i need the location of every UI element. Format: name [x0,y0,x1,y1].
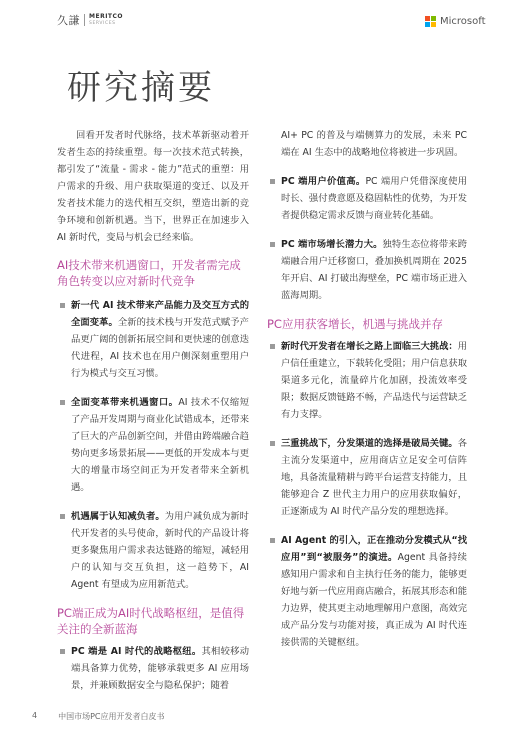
pc-hub-continuation: AI+ PC 的普及与端侧算力的发展，未来 PC 端在 AI 生态中的战略地位将被进一步巩固。 [281,130,467,158]
left-column [57,127,249,694]
section-heading-growth-challenges: PC应用获客增长，机遇与挑战并存 [267,317,443,331]
meritco-logo [57,12,123,28]
bullet-pc-strategic-hub: PC 端是 AI 时代的战略枢纽。其相较移动端具备算力优势，能够承载更多 AI 应用场景，并兼顾数据安全与隐私保护；随着 [57,643,249,694]
footer-doc-title: 中国市场PC应用开发者白皮书 [58,712,165,721]
logo-brand-en-sub: SERVICES [89,21,116,26]
bullet-opportunity-window: 全面变革带来机遇窗口。AI 技术不仅缩短了产品开发周期与商业化试错成本，还带来了巨大的产品创新空间，并借由跨端融合趋势向更多场景拓展——更低的开发成本与更大的增量市场空间正为开发者带来全新机遇。 [57,394,249,496]
bullet-ai-transformation: 新一代 AI 技术带来产品能力及交互方式的全面变革。全新的技术栈与开发范式赋予产品更广阔的创新拓展空间和更快速的创意迭代进程，AI 技术也在用户侧深刻重塑用户行为模式与交互习惯。 [57,297,249,382]
logo-brand-cn: 久謙 [57,14,80,27]
right-column [267,127,467,651]
microsoft-windows-icon [425,16,436,27]
bullet-ai-agent-distribution: AI Agent 的引入，正在推动分发模式从“找应用”到“被服务”的演进。Agent 具备持续感知用户需求和自主执行任务的能力，能够更好地与新一代应用商店融合，拓展其形态和能力边界，使其更主动地理解用户意图，高效完成产品分发与功能对接，真正成为 AI 时代连接供需的关键枢纽。 [267,532,467,651]
section-heading-ai-opportunity: AI技术带来机遇窗口，开发者需完成角色转变以应对新时代竞争 [57,258,241,288]
bullet-pc-user-value: PC 端用户价值高。PC 端用户凭借深度使用时长、强付费意愿及稳固粘性的优势，为开发者提供稳定需求反馈与商业转化基础。 [267,173,467,224]
logo-divider [84,14,85,26]
bullet-cognitive-relief: 机遇属于认知减负者。为用户减负成为新时代开发者的头号使命，新时代的产品设计将更多聚焦用户需求表达链路的缩短，减轻用户的认知与交互负担，这一趋势下，AI Agent 有望成为应用新范式。 [57,508,249,593]
microsoft-wordmark: Microsoft [440,16,486,27]
intro-paragraph: 回看开发者时代脉络，技术革新驱动着开发者生态的持续重塑。每一次技术范式转换，都引发了“流量 - 需求 - 能力”范式的重塑：用户需求的升级、用户获取渠道的变迁、以及开发者技术能力的迭代相互交织，塑造出新的竞争环境和创新机遇。当下，世界正在加速步入 AI 新时代，变局与机会已经来临。 [57,130,249,243]
logo-brand-en [89,13,123,27]
microsoft-logo [425,16,486,27]
page-header [0,0,514,40]
page-number: 4 [32,711,38,720]
bullet-distribution-channel: 三重挑战下，分发渠道的选择是破局关键。各主流分发渠道中，应用商店立足安全可信阵地，具备流量精耕与跨平台运营支持能力，且能够迎合 Z 世代主力用户的应用获取偏好，正逐渐成为 AI 时代产品分发的理想选择。 [267,435,467,520]
bullet-three-challenges: 新时代开发者在增长之路上面临三大挑战：用户信任重建立，下载转化受阻；用户信息获取渠道多元化，流量碎片化加剧，投流效率受限；数据反馈链路不畅，产品迭代与运营缺乏有力支撑。 [267,338,467,423]
page-footer [32,711,165,722]
bullet-pc-market-growth: PC 端市场增长潜力大。独特生态位将带来跨端融合用户迁移窗口，叠加换机周期在 2025 年开启、AI 打破出海壁垒，PC 端市场正进入蓝海周期。 [267,236,467,304]
section-heading-pc-hub: PC端正成为AI时代战略枢纽，是值得关注的全新蓝海 [57,606,245,636]
logo-brand-en-main: MERITCO [89,13,124,20]
page-title: 研究摘要 [67,68,215,108]
